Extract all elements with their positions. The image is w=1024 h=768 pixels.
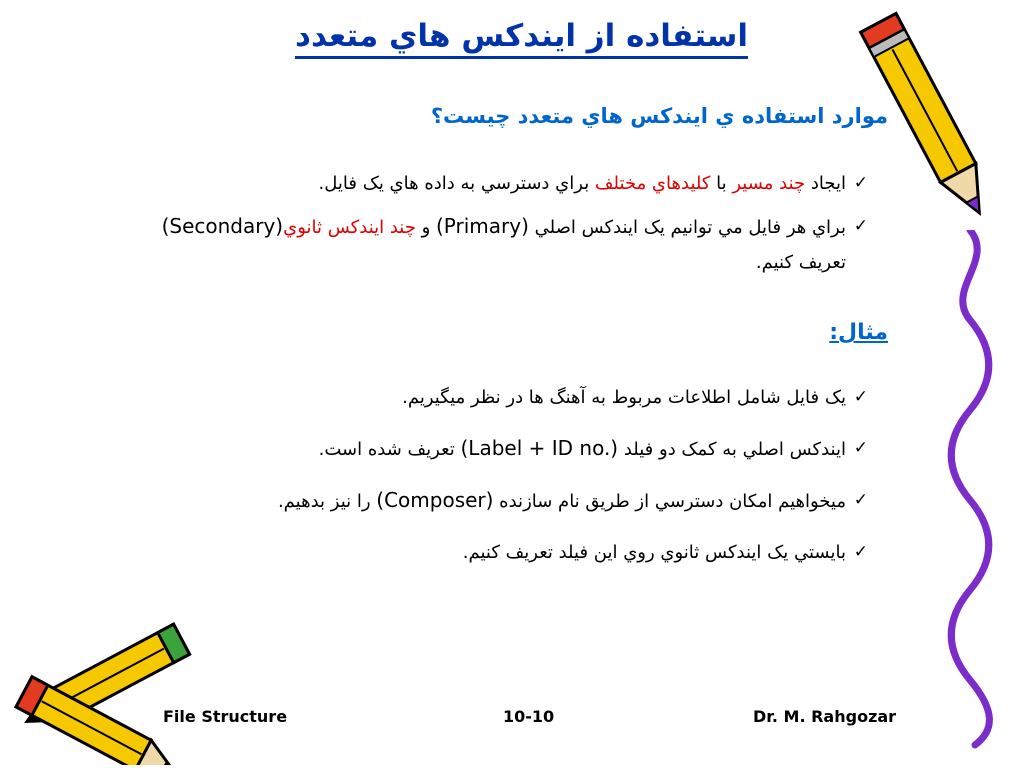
checkmark-icon: ✓ bbox=[853, 387, 868, 407]
footer-course: File Structure bbox=[163, 707, 288, 726]
slide-title: استفاده از ايندکس هاي متعدد bbox=[200, 18, 748, 54]
squiggle-decoration-icon bbox=[940, 230, 1010, 750]
bullet-item bbox=[120, 209, 888, 280]
footer-author: Dr. M. Rahgozar bbox=[753, 707, 897, 726]
bullet-text-segment: (Primary) bbox=[436, 214, 529, 238]
pencils-bottom-left-icon bbox=[0, 615, 205, 765]
bullet-text-segment: براي دسترسي به داده هاي يک فايل. bbox=[318, 173, 595, 194]
checkmark-icon: ✓ bbox=[853, 542, 868, 562]
bullet-text-segment: براي هر فايل مي توانيم يک ايندکس اصلي bbox=[528, 217, 846, 238]
checkmark-icon: ✓ bbox=[853, 173, 868, 193]
bullet-text-segment: و bbox=[415, 217, 436, 238]
bullet-text-segment: ميخواهيم امکان دسترسي از طريق نام سازنده bbox=[493, 491, 846, 512]
bullet-text-segment: کليدهاي مختلف bbox=[594, 173, 711, 194]
example-heading: مثال: bbox=[829, 320, 888, 345]
bullet-text-segment: چند ايندکس ثانوي bbox=[283, 217, 416, 238]
bullet-item bbox=[120, 483, 888, 519]
bullet-text-segment: ايندکس اصلي به کمک دو فيلد bbox=[618, 439, 846, 460]
bullet-text-segment: تعريف کنيم. bbox=[755, 252, 846, 273]
bullet-list-example bbox=[120, 380, 888, 586]
bullet-text-segment: (Secondary) bbox=[155, 214, 284, 238]
bullet-text-segment: چند مسير bbox=[732, 173, 806, 194]
bullet-item bbox=[120, 431, 888, 467]
footer-page-number: 10-10 bbox=[503, 707, 555, 726]
bullet-text-segment: با bbox=[710, 173, 733, 194]
bullet-text-segment: يک فايل شامل اطلاعات مربوط به آهنگ ها در نظر ميگيريم. bbox=[402, 387, 846, 408]
pencil-top-right-icon bbox=[855, 0, 1005, 245]
checkmark-icon: ✓ bbox=[853, 216, 868, 236]
subheading: موارد استفاده ي ايندکس هاي متعدد چيست؟ bbox=[430, 104, 888, 128]
bullet-item bbox=[120, 535, 888, 570]
bullet-item bbox=[120, 166, 888, 201]
bullet-text-segment: ايجاد bbox=[805, 173, 846, 194]
bullet-text-segment: (Label + ID no.) bbox=[460, 436, 619, 460]
bullet-text-segment: بايستي يک ايندکس ثانوي روي اين فيلد تعريف کنيم. bbox=[462, 542, 846, 563]
checkmark-icon: ✓ bbox=[853, 438, 868, 458]
bullet-item bbox=[120, 380, 888, 415]
bullet-text-segment: را نيز بدهيم. bbox=[277, 491, 377, 512]
bullet-list-reasons bbox=[120, 166, 888, 288]
bullet-text-segment: تعريف شده است. bbox=[318, 439, 461, 460]
checkmark-icon: ✓ bbox=[853, 490, 868, 510]
bullet-text-segment: (Composer) bbox=[376, 488, 494, 512]
